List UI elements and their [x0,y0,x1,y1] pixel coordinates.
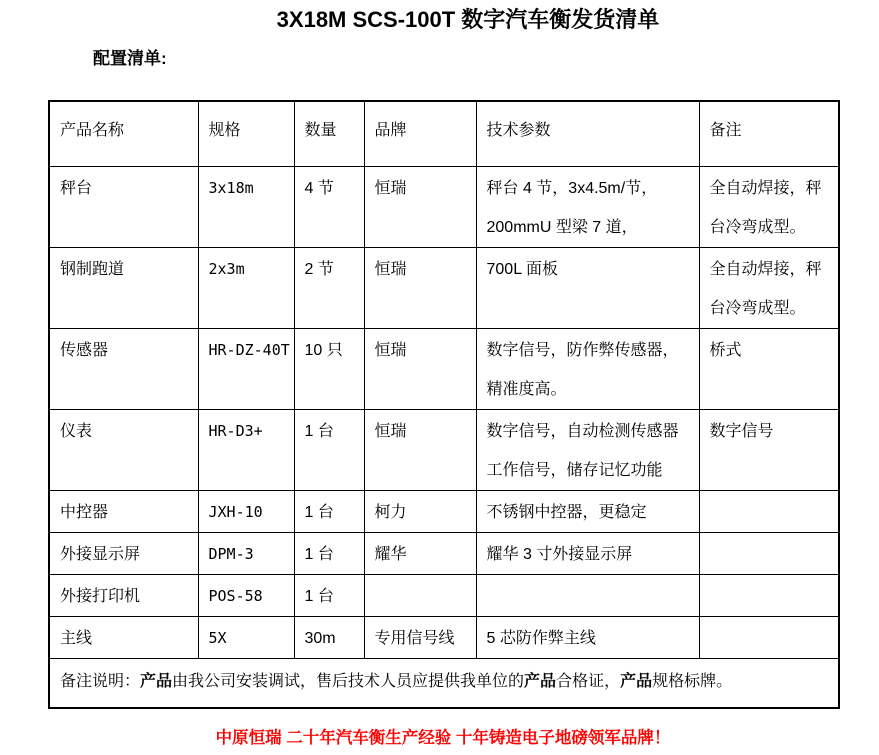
cell-brand [364,532,476,574]
cell-line: HR-DZ-40T [208,340,290,359]
header-cell-product-name: 产品名称 [49,101,198,166]
cell-spec [198,247,294,328]
table-row [49,247,839,328]
cell-remark [699,616,839,658]
cell-spec [198,616,294,658]
cell-line: 外接打印机 [60,587,141,605]
cell-brand [364,166,476,247]
cell-remark [699,532,839,574]
cell-line: 秤台 4 节，3x4.5m/节， [486,179,658,197]
cell-line: 传感器 [60,341,109,359]
header-cell-brand: 品牌 [364,101,476,166]
cell-remark [699,409,839,490]
cell-line: 外接显示屏 [60,545,141,563]
table-row [49,166,839,247]
cell-product-name [49,247,198,328]
table-body [49,166,839,708]
cell-line: 30m [304,629,336,647]
cell-spec [198,490,294,532]
cell-product-name [49,328,198,409]
cell-line: POS-58 [208,586,263,605]
cell-product-name [49,616,198,658]
cell-line: 不锈钢中控器，更稳定 [486,503,647,521]
cell-product-name [49,166,198,247]
cell-line: 10 只 [304,341,343,359]
cell-line: 700L 面板 [486,260,558,278]
cell-line: 台冷弯成型。 [709,218,806,236]
cell-line: 耀华 3 寸外接显示屏 [486,545,633,563]
cell-line: 数字信号，防作弊传感器， [486,341,679,359]
cell-line: 台冷弯成型。 [709,299,806,317]
cell-line: 3x18m [208,178,254,197]
cell-tech-params [476,166,699,247]
cell-brand [364,574,476,616]
cell-tech-params [476,247,699,328]
note-text: 备注说明： [60,672,141,690]
cell-quantity [294,247,364,328]
note-text-bold: 产品 [620,672,653,690]
note-text: 由我公司安装调试，售后技术人员应提供我单位的 [172,672,525,690]
cell-quantity [294,409,364,490]
header-cell-spec: 规格 [198,101,294,166]
cell-line: DPM-3 [208,544,254,563]
header-cell-remark: 备注 [699,101,839,166]
header-cell-tech-params: 技术参数 [476,101,699,166]
cell-line: 秤台 [60,179,93,197]
note-text-bold: 产品 [140,672,173,690]
table-row [49,328,839,409]
cell-brand [364,247,476,328]
cell-spec [198,328,294,409]
cell-line: 恒瑞 [374,179,407,197]
table-header-row [49,101,839,166]
cell-remark [699,247,839,328]
cell-line: 恒瑞 [374,260,407,278]
cell-line: 柯力 [374,503,407,521]
cell-tech-params [476,574,699,616]
cell-line: 数字信号 [709,422,774,440]
table-row [49,490,839,532]
cell-product-name [49,574,198,616]
cell-line: 5 芯防作弊主线 [486,629,596,647]
cell-quantity [294,574,364,616]
cell-brand [364,328,476,409]
cell-tech-params [476,616,699,658]
cell-remark [699,574,839,616]
cell-quantity [294,490,364,532]
cell-line: 4 节 [304,179,334,197]
cell-tech-params [476,328,699,409]
product-table [48,100,840,709]
cell-product-name [49,409,198,490]
cell-line: 精准度高。 [486,380,567,398]
cell-line: 专用信号线 [374,629,455,647]
table-row [49,409,839,490]
note-text: 规格标牌。 [652,672,733,690]
cell-spec [198,166,294,247]
cell-line: 钢制跑道 [60,260,125,278]
table-row [49,616,839,658]
cell-quantity [294,532,364,574]
cell-brand [364,616,476,658]
cell-brand [364,409,476,490]
cell-brand [364,490,476,532]
cell-line: 200mmU 型梁 7 道， [486,218,638,236]
note-cell [49,658,839,708]
cell-line: 数字信号，自动检测传感器 [486,422,679,440]
cell-line: 耀华 [374,545,407,563]
table-row [49,532,839,574]
header-cell-quantity: 数量 [294,101,364,166]
cell-line: 桥式 [709,341,742,359]
cell-tech-params [476,409,699,490]
cell-remark [699,490,839,532]
cell-line: 工作信号，储存记忆功能 [486,461,663,479]
cell-line: 中控器 [60,503,109,521]
cell-line: 主线 [60,629,93,647]
cell-spec [198,574,294,616]
document-page [0,6,879,755]
cell-product-name [49,490,198,532]
note-row [49,658,839,708]
config-list-label: 配置清单: [93,49,167,68]
note-text: 合格证， [556,672,621,690]
cell-spec [198,409,294,490]
cell-line: 1 台 [304,503,334,521]
cell-line: 5X [208,628,227,647]
cell-line: 恒瑞 [374,341,407,359]
cell-line: 1 台 [304,587,334,605]
cell-tech-params [476,490,699,532]
cell-line: 1 台 [304,545,334,563]
cell-line: HR-D3+ [208,421,263,440]
note-text-bold: 产品 [524,672,557,690]
cell-line: 全自动焊接，秤 [709,179,822,197]
cell-spec [198,532,294,574]
cell-product-name [49,532,198,574]
cell-line: JXH-10 [208,502,263,521]
cell-quantity [294,616,364,658]
cell-line: 全自动焊接，秤 [709,260,822,278]
cell-line: 仪表 [60,422,93,440]
footer-slogan: 中原恒瑞 二十年汽车衡生产经验 十年铸造电子地磅领军品牌！ [215,729,671,747]
cell-remark [699,166,839,247]
cell-quantity [294,166,364,247]
cell-remark [699,328,839,409]
cell-line: 2x3m [208,259,245,278]
cell-line: 2 节 [304,260,334,278]
cell-tech-params [476,532,699,574]
cell-quantity [294,328,364,409]
table-row [49,574,839,616]
cell-line: 1 台 [304,422,334,440]
cell-line: 恒瑞 [374,422,407,440]
page-title: 3X18M SCS-100T 数字汽车衡发货清单 [276,7,660,32]
